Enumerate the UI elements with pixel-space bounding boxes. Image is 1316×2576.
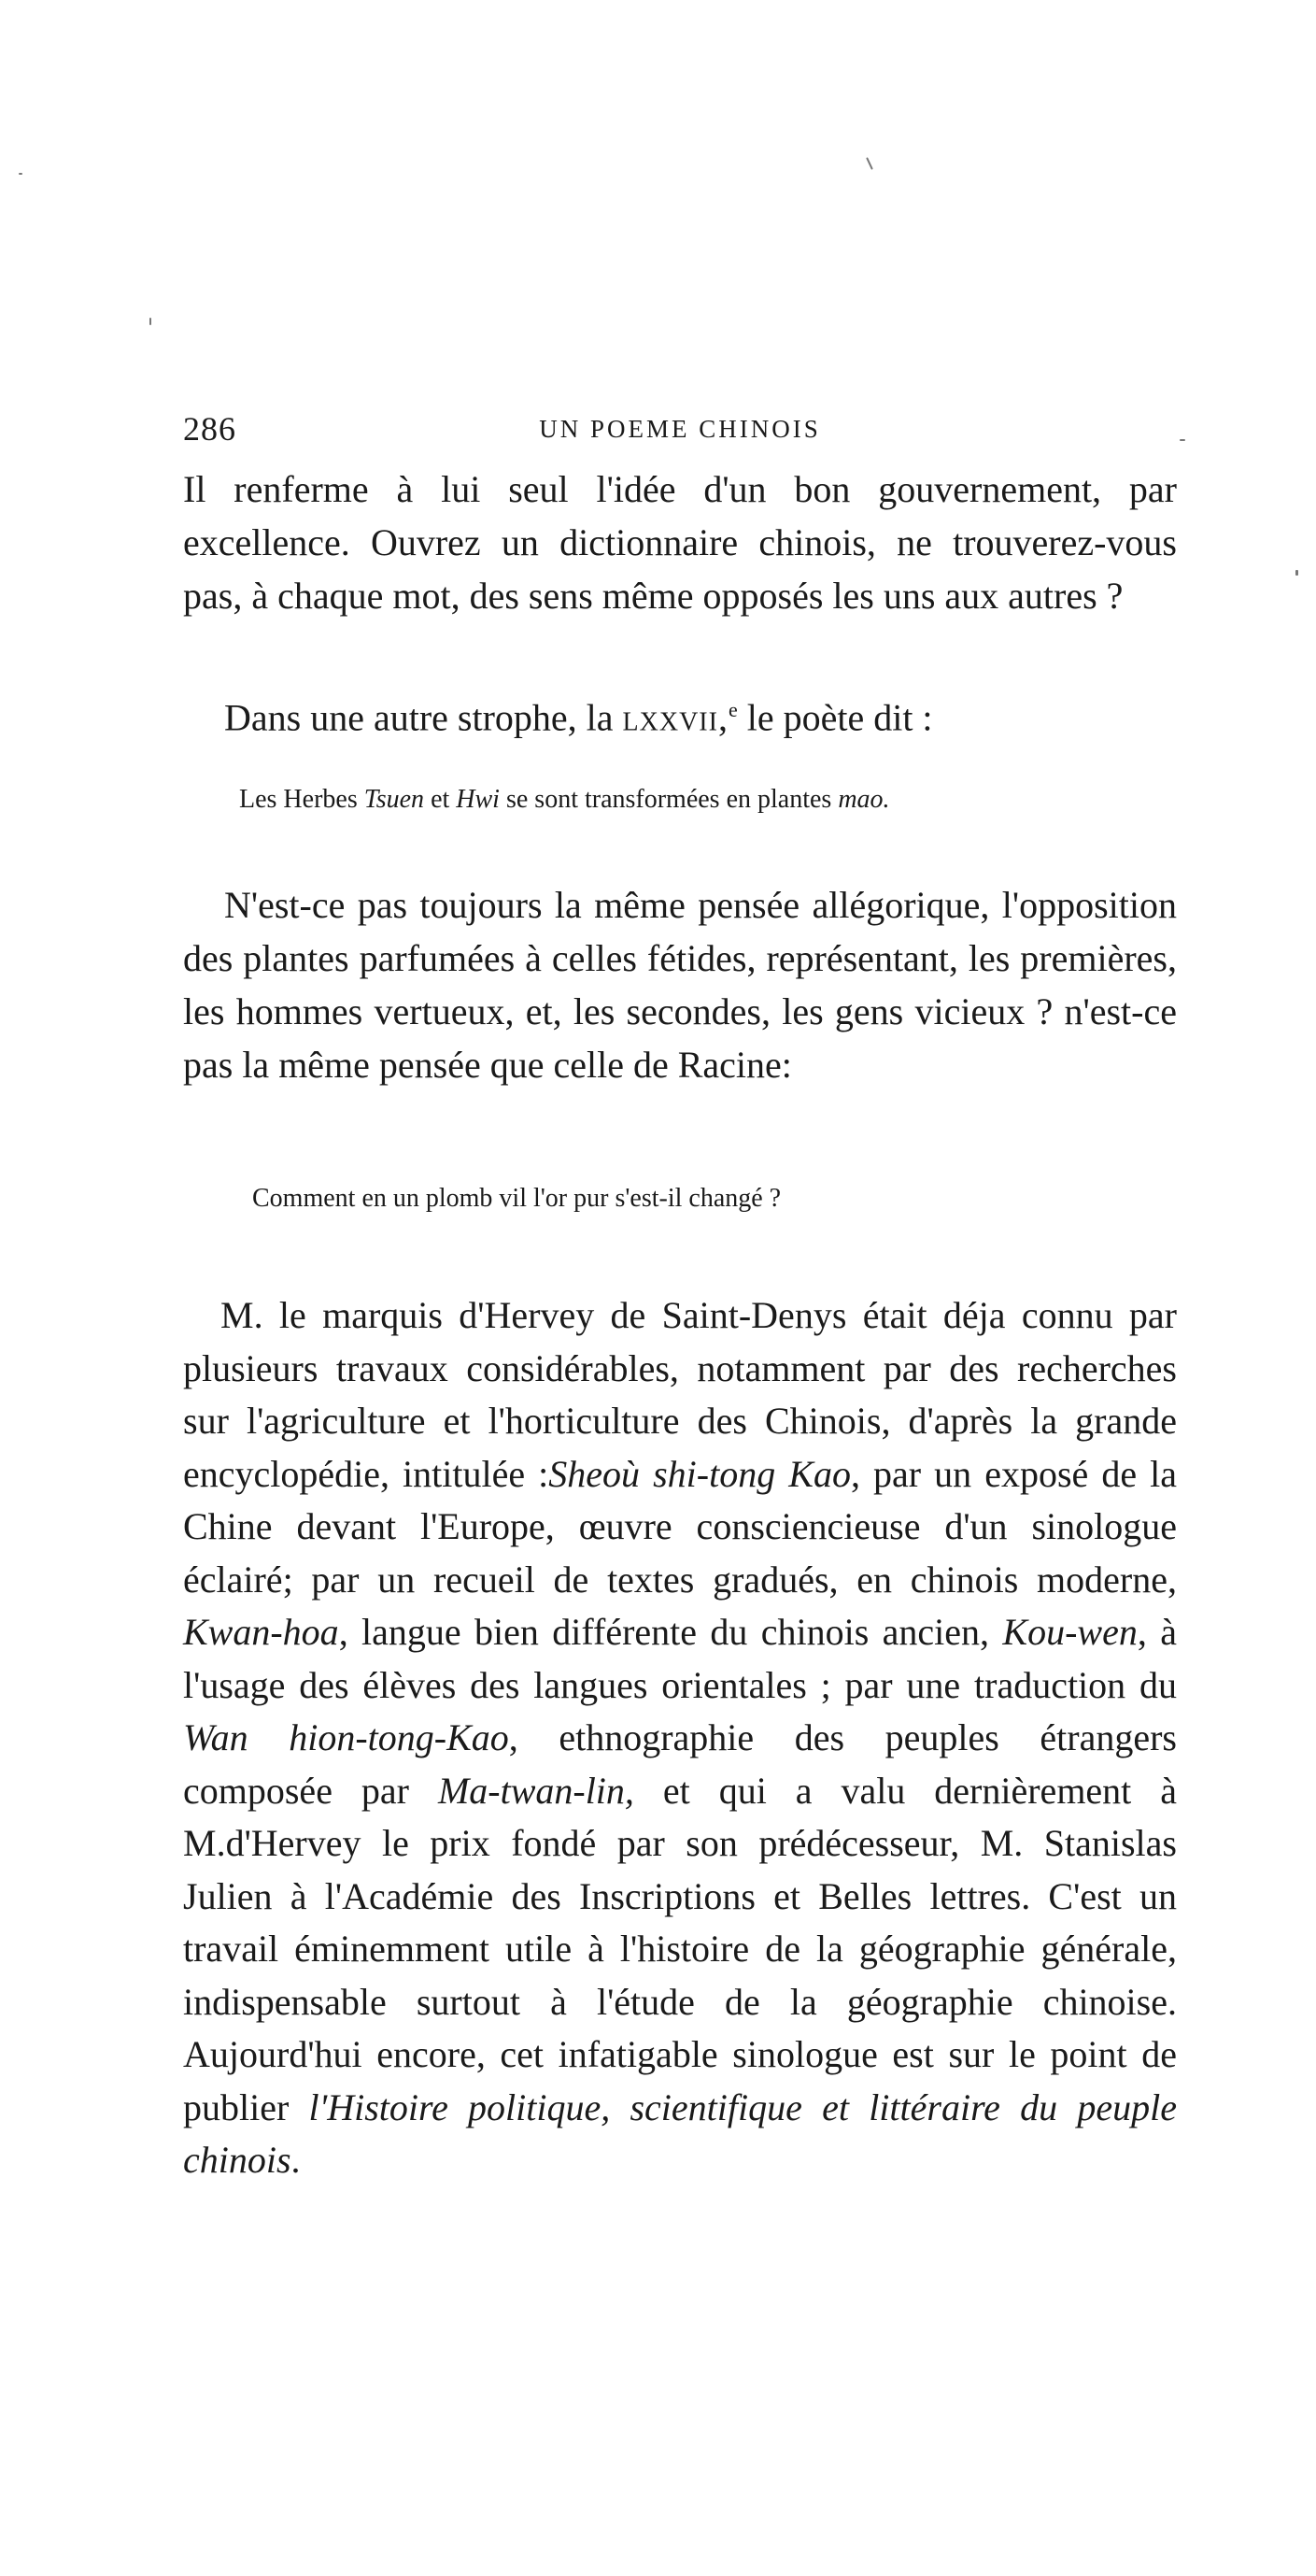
scan-speck <box>866 157 873 170</box>
quote-italic: Hwi <box>456 785 500 814</box>
paragraph-4-text: , langue bien différente du chinois ancien, <box>338 1611 1003 1653</box>
scan-speck <box>149 318 151 325</box>
quote-text: et <box>424 785 457 814</box>
superscript: e <box>728 698 738 721</box>
book-title: Sheoù shi-tong Kao <box>548 1452 851 1495</box>
paragraph-4-text: et qui a valu dernièrement à M.d'Hervey le prix fondé par son prédécesseur, M. Stanislas Julien à l'Académie des Inscriptions et Belles lettres. C'est un travail éminemment utile à l'histoire de la géographie générale, indispensable surtout à l'étude de la géographie chinoise. Aujourd'hui encore, cet infatigable sinologue est sur le point de publier <box>183 1769 1178 2128</box>
paragraph-3: N'est-ce pas toujours la même pensée allégorique, l'opposition des plantes parfumées à celles fétides, représentant, les premières, les hommes vertueux, et, les secondes, les gens vicieux ? n'est-ce pas la même pensée que celle de Racine: <box>183 884 1177 1086</box>
quote-text: Les Herbes <box>239 785 364 814</box>
paragraph-2-text: Dans une autre strophe, la <box>224 696 614 739</box>
book-title: l'Histoire politique, scientifique et littéraire du peuple chinois <box>183 2085 1177 2181</box>
quote-verse-1 <box>239 783 890 817</box>
scan-speck <box>1180 439 1185 441</box>
paragraph-1: Il renferme à lui seul l'idée d'un bon gouvernement, par excellence. Ouvrez un dictionnaire chinois, ne trouverez-vous pas, à chaque mot, des sens même opposés les uns aux autres ? <box>183 468 1177 617</box>
paragraph-4-text: . <box>290 2139 301 2181</box>
paragraph-4-text: , ethnographie des peuples étrangers composée par <box>183 1716 1177 1812</box>
book-title: Wan hion-tong-Kao <box>183 1716 509 1758</box>
book-title: Kwan-hoa <box>183 1611 339 1653</box>
paragraph-4 <box>183 1289 1177 2187</box>
author-name: Ma-twan-lin, <box>437 1769 634 1812</box>
scan-speck <box>19 173 22 175</box>
quote-italic: mao. <box>838 785 890 814</box>
quote-italic: Tsuen <box>363 785 425 814</box>
quote-text: se sont transformées en plantes <box>499 785 839 814</box>
scan-speck <box>1295 570 1298 576</box>
page-number: 286 <box>183 410 236 448</box>
quote-racine: Comment en un plomb vil l'or pur s'est-il changé ? <box>252 1184 782 1213</box>
paragraph-4-text: M. le marquis d'Hervey de Saint-Denys était déja connu par plusieurs travaux considérables, notamment par des recherches sur l'agriculture et l'horticulture des Chinois, d'après la grande encyclopédie, intitulée : <box>183 1294 1177 1495</box>
book-title: Kou-wen <box>1002 1611 1138 1653</box>
roman-numeral: lxxvii, <box>622 696 729 739</box>
page-header <box>183 409 1177 465</box>
paragraph-2-text-end: le poète dit : <box>737 696 933 739</box>
paragraph-4-text: , par un exposé de la Chine devant l'Europe, œuvre consciencieuse d'un sinologue éclairé; par un recueil de textes gradués, en chinois moderne, <box>183 1452 1177 1601</box>
running-title: UN POEME CHINOIS <box>539 415 821 443</box>
paragraph-2 <box>183 683 1177 744</box>
paragraph-4-text: , à l'usage des élèves des langues orientales ; par une traduction du <box>183 1611 1177 1706</box>
